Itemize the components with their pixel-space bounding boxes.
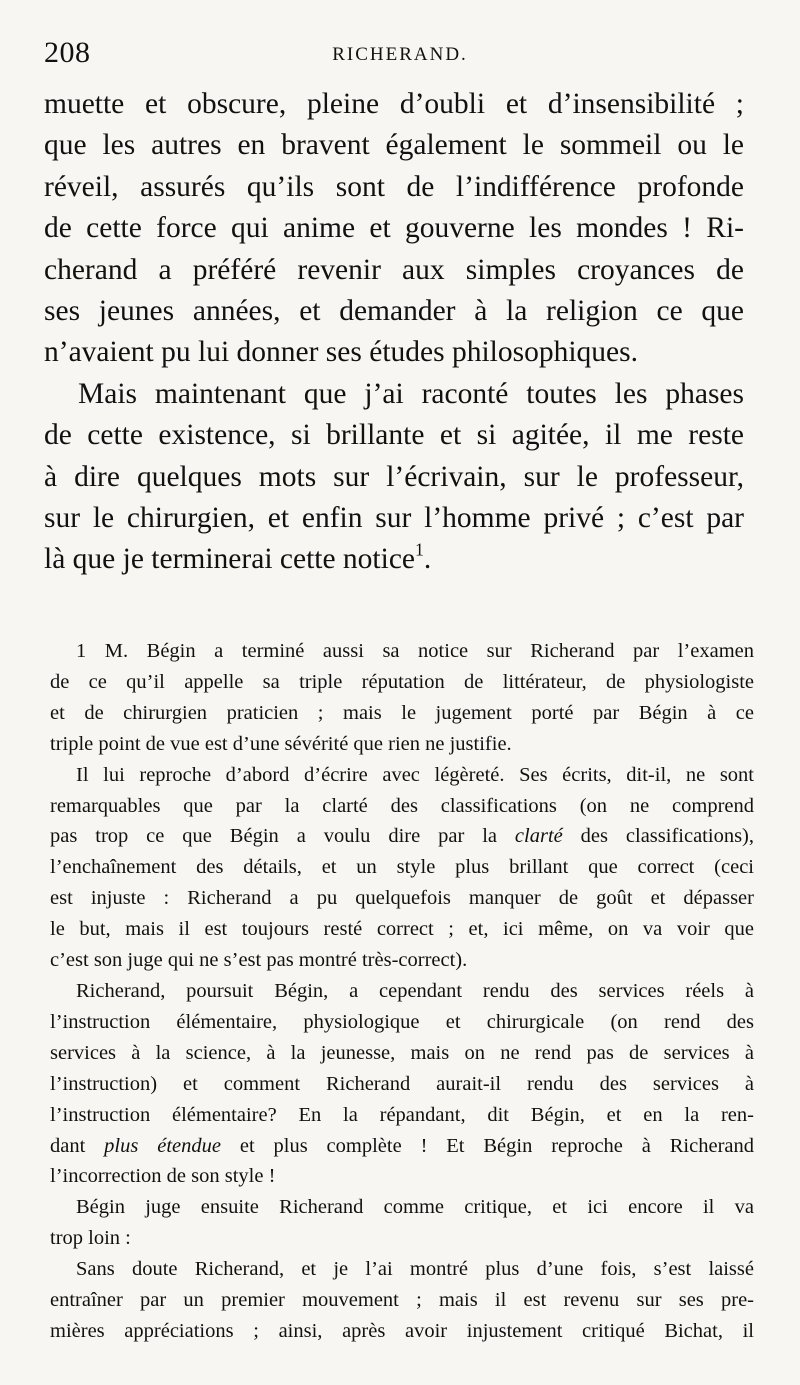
text-fragment: dant xyxy=(50,1134,86,1157)
footnote-line: Bégin juge ensuite Richerand comme critique, et ici encore il va xyxy=(76,1196,754,1219)
footnote-line: l’enchaînement des détails, et un style plus brillant que correct (ceci xyxy=(50,856,754,879)
footnote-paragraph-5 xyxy=(50,1254,754,1347)
text-line: réveil, assurés qu’ils sont de l’indifférence profonde xyxy=(44,170,744,203)
footnote-line: services à la science, à la jeunesse, mais on ne rend pas de services à xyxy=(50,1041,754,1064)
paragraph-1 xyxy=(44,84,744,374)
footnote-paragraph-3 xyxy=(50,976,754,1192)
text-line: à dire quelques mots sur l’écrivain, sur le professeur, xyxy=(44,460,744,493)
footnote-line: triple point de vue est d’une sévérité que rien ne justifie. xyxy=(50,732,512,755)
italic-text: plus étendue xyxy=(104,1134,221,1157)
footnote-line: Il lui reproche d’abord d’écrire avec légèreté. Ses écrits, dit-il, ne sont xyxy=(76,763,754,786)
footnote-line: l’instruction élémentaire, physiologique et chirurgicale (on rend des xyxy=(50,1010,754,1033)
text-line: Mais maintenant que j’ai raconté toutes les phases xyxy=(78,377,744,410)
text-line xyxy=(44,539,744,580)
text-line: que les autres en bravent également le sommeil ou le xyxy=(44,129,744,162)
footnote-marker: 1 xyxy=(76,640,87,662)
text-fragment: là que je terminerai cette notice xyxy=(44,543,416,576)
footnote-line: et de chirurgien praticien ; mais le jugement porté par Bégin à ce xyxy=(50,701,754,724)
footnote-paragraph-2 xyxy=(50,760,754,976)
footnote-line: le but, mais il est toujours resté correct ; et, ici même, on va voir que xyxy=(50,918,754,941)
footnote-line: l’incorrection de son style ! xyxy=(50,1165,276,1188)
footnotes xyxy=(50,636,754,1347)
page-number: 208 xyxy=(44,36,91,69)
footnote-line: entraîner par un premier mouvement ; mais il est revenu sur ses pre- xyxy=(50,1289,754,1312)
italic-text: clarté xyxy=(514,825,563,848)
text-fragment: et plus complète ! Et Bégin reproche à Richerand xyxy=(239,1134,754,1157)
text-fragment: . xyxy=(423,543,432,576)
page-header xyxy=(44,36,756,76)
paragraph-2 xyxy=(44,374,744,581)
main-text xyxy=(44,84,744,581)
footnote-line: Sans doute Richerand, et je l’ai montré plus d’une fois, s’est laissé xyxy=(76,1258,754,1281)
footnote-line: l’instruction élémentaire? En la répandant, dit Bégin, et en la ren- xyxy=(50,1103,754,1126)
footnote-line xyxy=(50,1131,754,1162)
text-line: n’avaient pu lui donner ses études philosophiques. xyxy=(44,336,638,369)
text-line: de cette existence, si brillante et si agitée, il me reste xyxy=(44,419,744,452)
footnote-line: c’est son juge qui ne s’est pas montré très-correct). xyxy=(50,949,468,972)
footnote-line xyxy=(50,821,754,852)
text-line: ses jeunes années, et demander à la religion ce que xyxy=(44,295,744,328)
text-line: muette et obscure, pleine d’oubli et d’insensibilité ; xyxy=(44,88,744,120)
text-fragment: pas trop ce que Bégin a voulu dire par la xyxy=(50,825,497,848)
text-fragment: M. Bégin a terminé aussi sa notice sur Richerand par l’examen xyxy=(104,640,754,662)
footnote-paragraph-1 xyxy=(50,636,754,760)
footnote-line xyxy=(50,636,754,667)
text-line: sur le chirurgien, et enfin sur l’homme privé ; c’est par xyxy=(44,502,744,535)
footnote-line: Richerand, poursuit Bégin, a cependant rendu des services réels à xyxy=(76,979,754,1002)
footnote-reference[interactable]: 1 xyxy=(415,540,424,561)
text-line: cherand a préféré revenir aux simples croyances de xyxy=(44,253,744,286)
footnote-line: est injuste : Richerand a pu quelquefois manquer de goût et dépasser xyxy=(50,887,754,910)
footnote-paragraph-4 xyxy=(50,1192,754,1254)
text-fragment: des classifications), xyxy=(580,825,755,848)
footnote-line: remarquables que par la clarté des classifications (on ne comprend xyxy=(50,794,754,817)
running-head: RICHERAND. xyxy=(332,44,468,65)
text-line: de cette force qui anime et gouverne les mondes ! Ri- xyxy=(44,212,744,245)
footnote-line: trop loin : xyxy=(50,1227,131,1250)
footnote-line: mières appréciations ; ainsi, après avoir injustement critiqué Bichat, il xyxy=(50,1319,754,1342)
footnote-line: de ce qu’il appelle sa triple réputation de littérateur, de physiologiste xyxy=(50,670,754,693)
footnote-line: l’instruction) et comment Richerand aurait-il rendu des services à xyxy=(50,1072,754,1095)
